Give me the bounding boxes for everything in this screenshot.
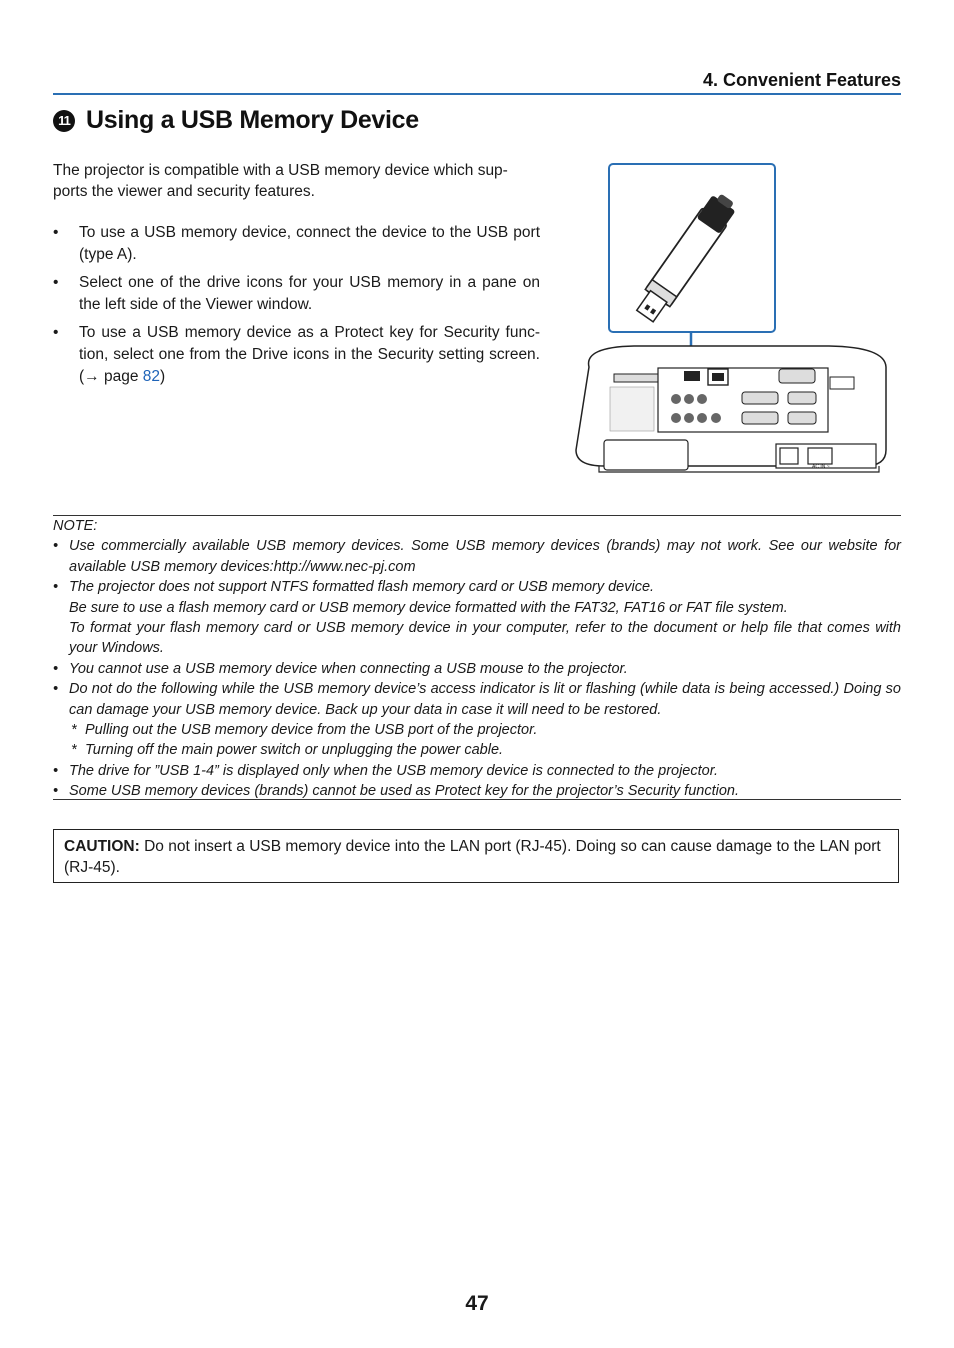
note-list — [53, 536, 901, 801]
intro-paragraph: The projector is compatible with a USB memory device which sup-ports the viewer and security features. — [53, 162, 508, 200]
page-ref-link[interactable]: 82 — [142, 368, 161, 385]
note-item — [53, 761, 901, 781]
note-item — [53, 577, 901, 659]
note-sub-text: Turning off the main power switch or unplugging the power cable. — [85, 742, 504, 759]
bullet-glyph: • — [53, 274, 59, 291]
star-glyph: * — [71, 722, 77, 739]
note-text: You cannot use a USB memory device when connecting a USB mouse to the projector. — [69, 660, 628, 677]
usb-memory-stick-icon — [609, 164, 775, 332]
instruction-item — [53, 222, 540, 266]
bullet-glyph: • — [53, 762, 59, 779]
bullet-glyph: • — [53, 783, 59, 800]
note-label: NOTE: — [53, 518, 98, 534]
page-ref-prefix: (→ page — [79, 368, 143, 385]
header-rule — [53, 93, 901, 95]
note-sub-item — [69, 720, 901, 740]
note-item — [53, 679, 901, 761]
note-sub-item — [69, 740, 901, 760]
note-text: The projector does not support NTFS formatted flash memory card or USB memory device. — [69, 579, 655, 596]
note-extra-text: To format your flash memory card or USB memory device in your computer, refer to the document or help file that comes with your Windows. — [69, 620, 901, 657]
projector-rear-panel-icon — [576, 346, 886, 472]
instruction-item — [53, 322, 540, 388]
page-number: 47 — [465, 1292, 489, 1315]
caution-box — [53, 829, 899, 883]
note-text: Some USB memory devices (brands) cannot be used as Protect key for the projector’s Security function. — [69, 783, 739, 800]
note-section — [53, 516, 901, 802]
note-sub-text: Pulling out the USB memory device from the USB port of the projector. — [85, 722, 538, 739]
ac-in-label: AC IN ~ — [812, 464, 830, 470]
note-extra-text: Be sure to use a flash memory card or USB memory device formatted with the FAT32, FAT16 or FAT file system. — [69, 599, 788, 616]
note-text: Do not do the following while the USB memory device’s access indicator is lit or flashing (while data is being accessed.) Doing so can damage your USB memory device. Back up your data in case it will need to be restored. — [69, 681, 901, 718]
instruction-text: To use a USB memory device, connect the device to the USB port (type A). — [79, 224, 540, 263]
instruction-item — [53, 272, 540, 316]
usb-connection-figure — [574, 162, 889, 484]
page-ref-suffix: ) — [160, 368, 166, 385]
note-item — [53, 536, 901, 577]
note-rule-bottom — [53, 799, 901, 800]
bullet-glyph: • — [53, 579, 59, 596]
page-title: Using a USB Memory Device — [86, 106, 419, 134]
page-reference — [79, 368, 165, 385]
note-text: The drive for ”USB 1-4” is displayed only when the USB memory device is connected to the projector. — [69, 762, 719, 779]
bullet-glyph: • — [53, 681, 59, 698]
instruction-list — [53, 222, 540, 394]
bullet-glyph: • — [53, 660, 59, 677]
note-text: Use commercially available USB memory devices. Some USB memory devices (brands) may not work. See our website for available USB memory devices:http://www.nec-pj.com — [69, 538, 901, 575]
instruction-text: Select one of the drive icons for your USB memory in a pane on the left side of the Viewer window. — [79, 274, 540, 313]
star-glyph: * — [71, 742, 77, 759]
section-title: 4. Convenient Features — [702, 70, 901, 90]
note-item — [53, 659, 901, 679]
instruction-text: To use a USB memory device as a Protect key for Security func-tion, select one from the Drive icons in the Security setting screen. — [79, 324, 540, 363]
bullet-glyph: • — [53, 324, 59, 341]
page-heading — [53, 106, 419, 135]
caution-text: Do not insert a USB memory device into the LAN port (RJ-45). Doing so can cause damage to the LAN port (RJ-45). — [64, 838, 881, 876]
heading-number-badge: 11 — [53, 110, 75, 132]
bullet-glyph: • — [53, 538, 59, 555]
caution-label: CAUTION: — [64, 838, 140, 855]
bullet-glyph: • — [53, 224, 59, 241]
